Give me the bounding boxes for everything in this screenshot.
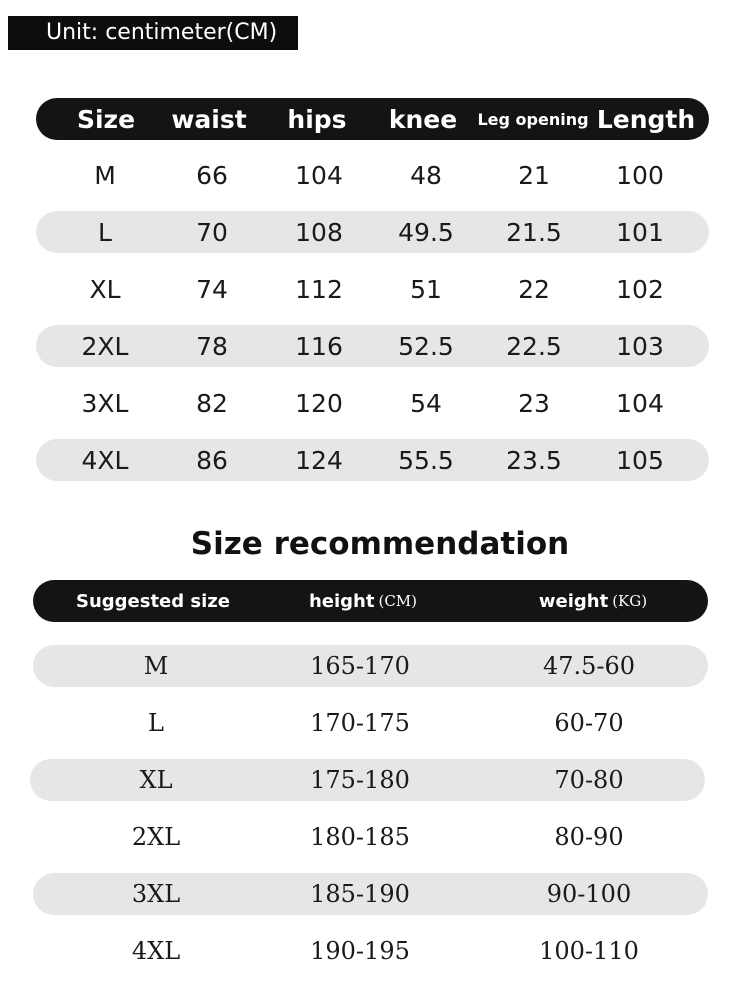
recommendation-row <box>33 930 708 972</box>
height-cell: 175-180 <box>310 766 410 794</box>
header-height-unit: (CM) <box>378 592 418 610</box>
leg-opening-cell: 23.5 <box>506 445 562 475</box>
height-cell: 170-175 <box>310 709 410 737</box>
length-cell: 104 <box>616 388 664 418</box>
hips-cell: 120 <box>295 388 343 418</box>
header-length: Length <box>596 104 696 134</box>
knee-cell: 52.5 <box>398 331 454 361</box>
size-cell: XL <box>89 274 121 304</box>
size-row <box>36 211 709 253</box>
header-height-label: height <box>308 590 375 612</box>
leg-opening-cell: 21.5 <box>506 217 562 247</box>
suggested-size-cell: 2XL <box>131 823 181 851</box>
knee-cell: 55.5 <box>398 445 454 475</box>
waist-cell: 70 <box>196 217 228 247</box>
recommendation-row <box>33 816 708 858</box>
waist-cell: 66 <box>196 160 228 190</box>
weight-cell: 100-110 <box>539 937 639 965</box>
leg-opening-cell: 22 <box>518 274 550 304</box>
length-cell: 105 <box>616 445 664 475</box>
weight-cell: 60-70 <box>554 709 624 737</box>
header-knee: knee <box>388 104 458 134</box>
height-cell: 180-185 <box>310 823 410 851</box>
hips-cell: 124 <box>295 445 343 475</box>
suggested-size-cell: 3XL <box>131 880 181 908</box>
suggested-size-cell: M <box>143 652 169 680</box>
header-suggested-size-label: Suggested size <box>75 590 230 612</box>
waist-cell: 78 <box>196 331 228 361</box>
weight-cell: 90-100 <box>546 880 632 908</box>
size-cell: 2XL <box>81 331 129 361</box>
header-hips: hips <box>287 104 347 134</box>
waist-cell: 86 <box>196 445 228 475</box>
recommendation-header <box>33 580 708 622</box>
height-cell: 185-190 <box>310 880 410 908</box>
knee-cell: 49.5 <box>398 217 454 247</box>
suggested-size-cell: XL <box>139 766 173 794</box>
suggested-size-cell: 4XL <box>131 937 181 965</box>
weight-cell: 47.5-60 <box>542 652 636 680</box>
recommendation-row <box>33 873 708 915</box>
weight-cell: 70-80 <box>554 766 624 794</box>
weight-cell: 80-90 <box>554 823 624 851</box>
size-cell: L <box>98 217 112 247</box>
recommendation-title: Size recommendation <box>190 526 570 562</box>
knee-cell: 54 <box>410 388 442 418</box>
knee-cell: 51 <box>410 274 442 304</box>
size-cell: M <box>94 160 116 190</box>
size-row <box>36 382 709 424</box>
size-cell: 3XL <box>81 388 129 418</box>
header-waist: waist <box>171 104 247 134</box>
unit-label: Unit: centimeter(CM) <box>8 16 298 50</box>
waist-cell: 74 <box>196 274 228 304</box>
recommendation-row <box>30 759 705 801</box>
knee-cell: 48 <box>410 160 442 190</box>
size-row <box>36 268 709 310</box>
recommendation-row <box>33 645 708 687</box>
header-height <box>258 580 468 622</box>
header-weight <box>488 580 698 622</box>
height-cell: 190-195 <box>310 937 410 965</box>
hips-cell: 116 <box>295 331 343 361</box>
waist-cell: 82 <box>196 388 228 418</box>
header-weight-unit: (KG) <box>612 592 648 610</box>
header-suggested-size <box>33 580 273 622</box>
size-row <box>36 325 709 367</box>
header-weight-label: weight <box>538 590 609 612</box>
hips-cell: 104 <box>295 160 343 190</box>
leg-opening-cell: 22.5 <box>506 331 562 361</box>
height-cell: 165-170 <box>310 652 410 680</box>
header-leg-opening: Leg opening <box>477 109 589 129</box>
size-row <box>36 154 709 196</box>
size-row <box>36 439 709 481</box>
suggested-size-cell: L <box>148 709 164 737</box>
length-cell: 102 <box>616 274 664 304</box>
size-table-header <box>36 98 709 140</box>
length-cell: 101 <box>616 217 664 247</box>
length-cell: 103 <box>616 331 664 361</box>
leg-opening-cell: 23 <box>518 388 550 418</box>
length-cell: 100 <box>616 160 664 190</box>
recommendation-row <box>33 702 708 744</box>
size-cell: 4XL <box>81 445 129 475</box>
hips-cell: 108 <box>295 217 343 247</box>
header-size: Size <box>76 104 136 134</box>
hips-cell: 112 <box>295 274 343 304</box>
leg-opening-cell: 21 <box>518 160 550 190</box>
